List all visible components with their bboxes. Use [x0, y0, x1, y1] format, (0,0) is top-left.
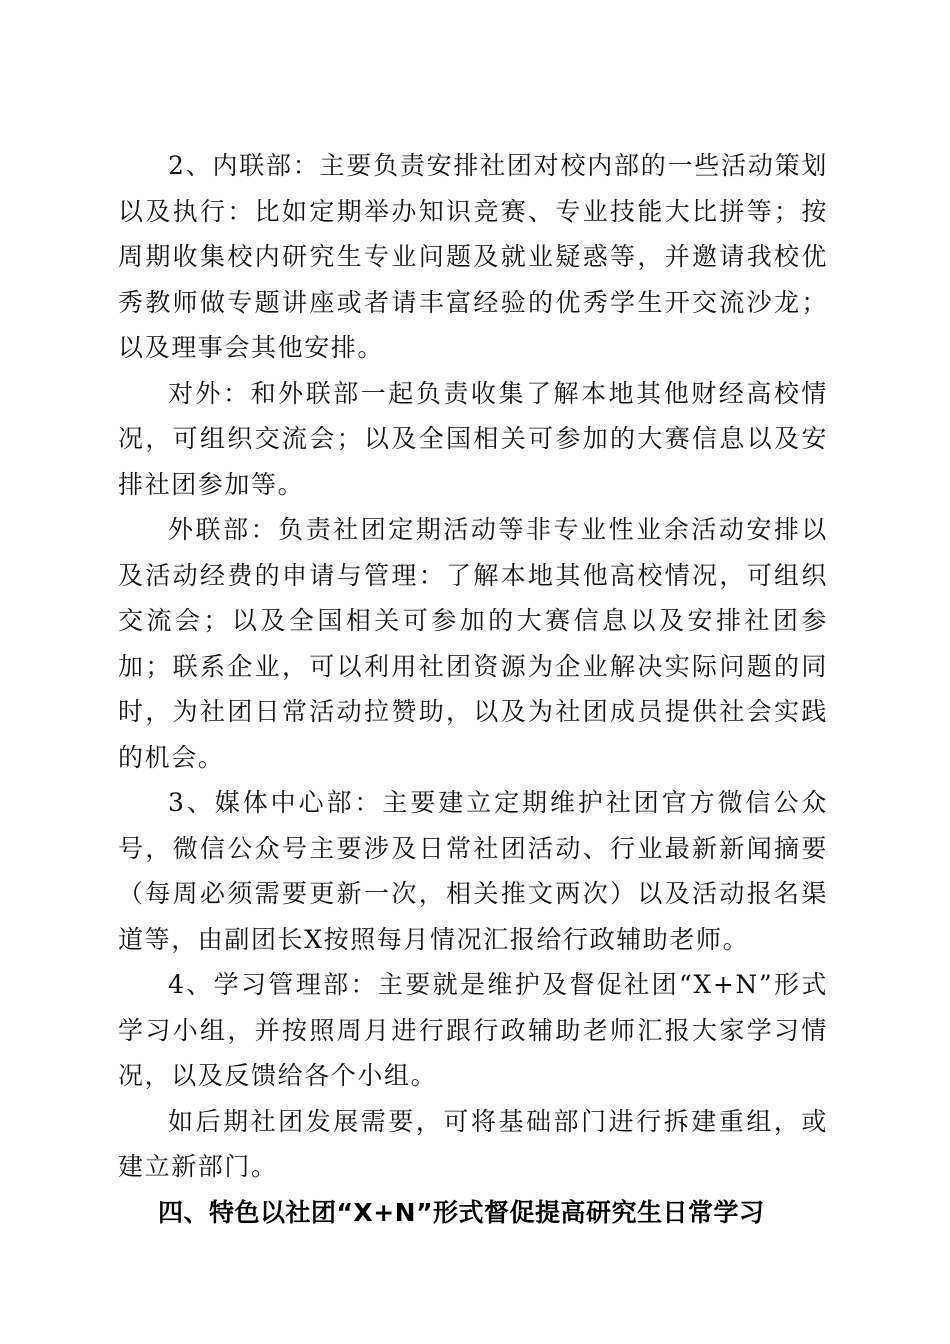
paragraph-external-liaison: 外联部：负责社团定期活动等非专业性业余活动安排以及活动经费的申请与管理：了解本地其他高校情况，可组织交流会；以及全国相关可参加的大赛信息以及安排社团参加；联系企业，可以利用社团资源为企业解决实际问题的同时，为社团日常活动拉赞助，以及为社团成员提供社会实践的机会。	[118, 515, 828, 772]
section-heading: 四、特色以社团“X+N”形式督促提高研究生日常学习	[158, 1197, 765, 1227]
document-body	[118, 143, 828, 1235]
paragraph-reorganization: 如后期社团发展需要，可将基础部门进行拆建重组，或建立新部门。	[118, 1106, 828, 1181]
paragraph-study-management: 4、学习管理部：主要就是维护及督促社团“X+N”形式学习小组，并按照周月进行跟行政辅助老师汇报大家学习情况，以及反馈给各个小组。	[118, 970, 828, 1090]
paragraph-internal-liaison: 2、内联部：主要负责安排社团对校内部的一些活动策划以及执行：比如定期举办知识竞赛、专业技能大比拼等；按周期收集校内研究生专业问题及就业疑惑等，并邀请我校优秀教师做专题讲座或者请丰富经验的优秀学生开交流沙龙；以及理事会其他安排。	[118, 151, 828, 362]
paragraph-external-affairs: 对外：和外联部一起负责收集了解本地其他财经高校情况，可组织交流会；以及全国相关可参加的大赛信息以及安排社团参加等。	[118, 378, 828, 499]
paragraph-media-center: 3、媒体中心部：主要建立定期维护社团官方微信公众号，微信公众号主要涉及日常社团活动、行业最新新闻摘要（每周必须需要更新一次，相关推文两次）以及活动报名渠道等，由副团长X按照每月情况汇报给行政辅助老师。	[118, 788, 828, 954]
